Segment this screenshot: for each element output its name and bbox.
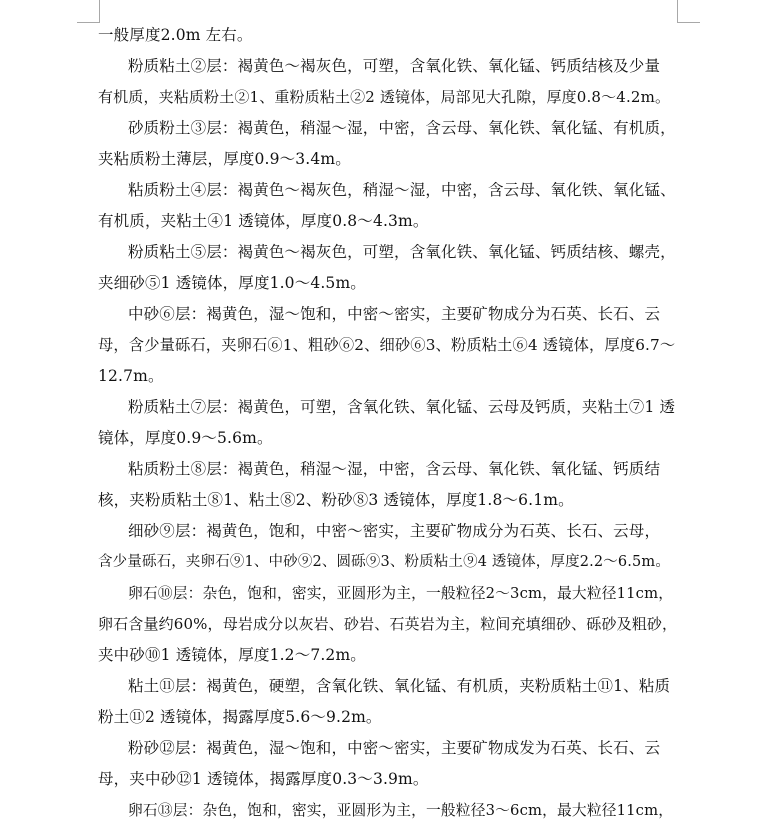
page-corner-mark-left bbox=[77, 0, 100, 23]
paragraph-first-line: 细砂⑨层：褐黄色，饱和，中密～密实，主要矿物成分为石英、长石、云母， bbox=[128, 522, 661, 540]
paragraph-line: 母，夹中砂⑫1 透镜体，揭露厚度0.3～3.9m。 bbox=[98, 770, 429, 788]
paragraph-line: 核，夹粉质粘土⑧1、粘土⑧2、粉砂⑧3 透镜体，厚度1.8～6.1m。 bbox=[98, 491, 574, 509]
paragraph-first-line: 粉质粘土②层：褐黄色～褐灰色，可塑，含氧化铁、氧化锰、钙质结核及少量 bbox=[128, 57, 661, 75]
paragraph-first-line: 砂质粉土③层：褐黄色，稍湿～湿，中密，含云母、氧化铁、氧化锰、有机质， bbox=[128, 119, 676, 137]
paragraph-line: 粉土⑪2 透镜体，揭露厚度5.6～9.2m。 bbox=[98, 708, 382, 726]
paragraph-line: 有机质，夹粘质粉土②1、重粉质粘土②2 透镜体，局部见大孔隙，厚度0.8～4.2m。 bbox=[98, 88, 671, 106]
paragraph-line: 母，含少量砾石，夹卵石⑥1、粗砂⑥2、细砂⑥3、粉质粘土⑥4 透镜体，厚度6.7～ bbox=[98, 336, 676, 354]
paragraph-first-line: 粘质粉土⑧层：褐黄色，稍湿～湿，中密，含云母、氧化铁、氧化锰、钙质结 bbox=[128, 460, 661, 478]
paragraph-line: 一般厚度2.0m 左右。 bbox=[98, 26, 253, 44]
paragraph-first-line: 卵石⑬层：杂色，饱和，密实，亚圆形为主，一般粒径3～6cm，最大粒径11cm， bbox=[128, 802, 674, 819]
paragraph-line: 卵石含量约60%，母岩成分以灰岩、砂岩、石英岩为主，粒间充填细砂、砾砂及粗砂， bbox=[98, 615, 678, 633]
paragraph-first-line: 粉质粘土⑤层：褐黄色～褐灰色，可塑，含氧化铁、氧化锰、钙质结核、螺壳， bbox=[128, 243, 676, 261]
document-body[interactable] bbox=[98, 20, 678, 826]
paragraph-first-line: 卵石⑩层：杂色，饱和，密实，亚圆形为主，一般粒径2～3cm，最大粒径11cm， bbox=[128, 585, 674, 602]
paragraph-line: 镜体，厚度0.9～5.6m。 bbox=[98, 429, 273, 447]
paragraph-first-line: 中砂⑥层：褐黄色，湿～饱和，中密～密实，主要矿物成分为石英、长石、云 bbox=[128, 305, 661, 323]
paragraph-line: 夹中砂⑩1 透镜体，厚度1.2～7.2m。 bbox=[98, 646, 366, 664]
paragraph-first-line: 粘质粉土④层：褐黄色～褐灰色，稍湿～湿，中密，含云母、氧化铁、氧化锰、 bbox=[128, 181, 676, 199]
paragraph-first-line: 粉质粘土⑦层：褐黄色，可塑，含氧化铁、氧化锰、云母及钙质，夹粘土⑦1 透 bbox=[128, 398, 676, 416]
paragraph-first-line: 粉砂⑫层：褐黄色，湿～饱和，中密～密实，主要矿物成发为石英、长石、云 bbox=[128, 739, 661, 757]
paragraph-first-line: 粘土⑪层：褐黄色，硬塑，含氧化铁、氧化锰、有机质，夹粉质粘土⑪1、粘质 bbox=[128, 677, 671, 695]
paragraph-line: 含少量砾石，夹卵石⑨1、中砂⑨2、圆砾⑨3、粉质粘土⑨4 透镜体，厚度2.2～6.5m。 bbox=[98, 554, 670, 570]
paragraph-line: 夹细砂⑤1 透镜体，厚度1.0～4.5m。 bbox=[98, 274, 366, 292]
paragraph-line: 有机质，夹粘土④1 透镜体，厚度0.8～4.3m。 bbox=[98, 212, 429, 230]
paragraph-line: 12.7m。 bbox=[98, 367, 164, 385]
paragraph-line: 夹粘质粉土薄层，厚度0.9～3.4m。 bbox=[98, 150, 351, 168]
page-corner-mark-right bbox=[677, 0, 700, 23]
